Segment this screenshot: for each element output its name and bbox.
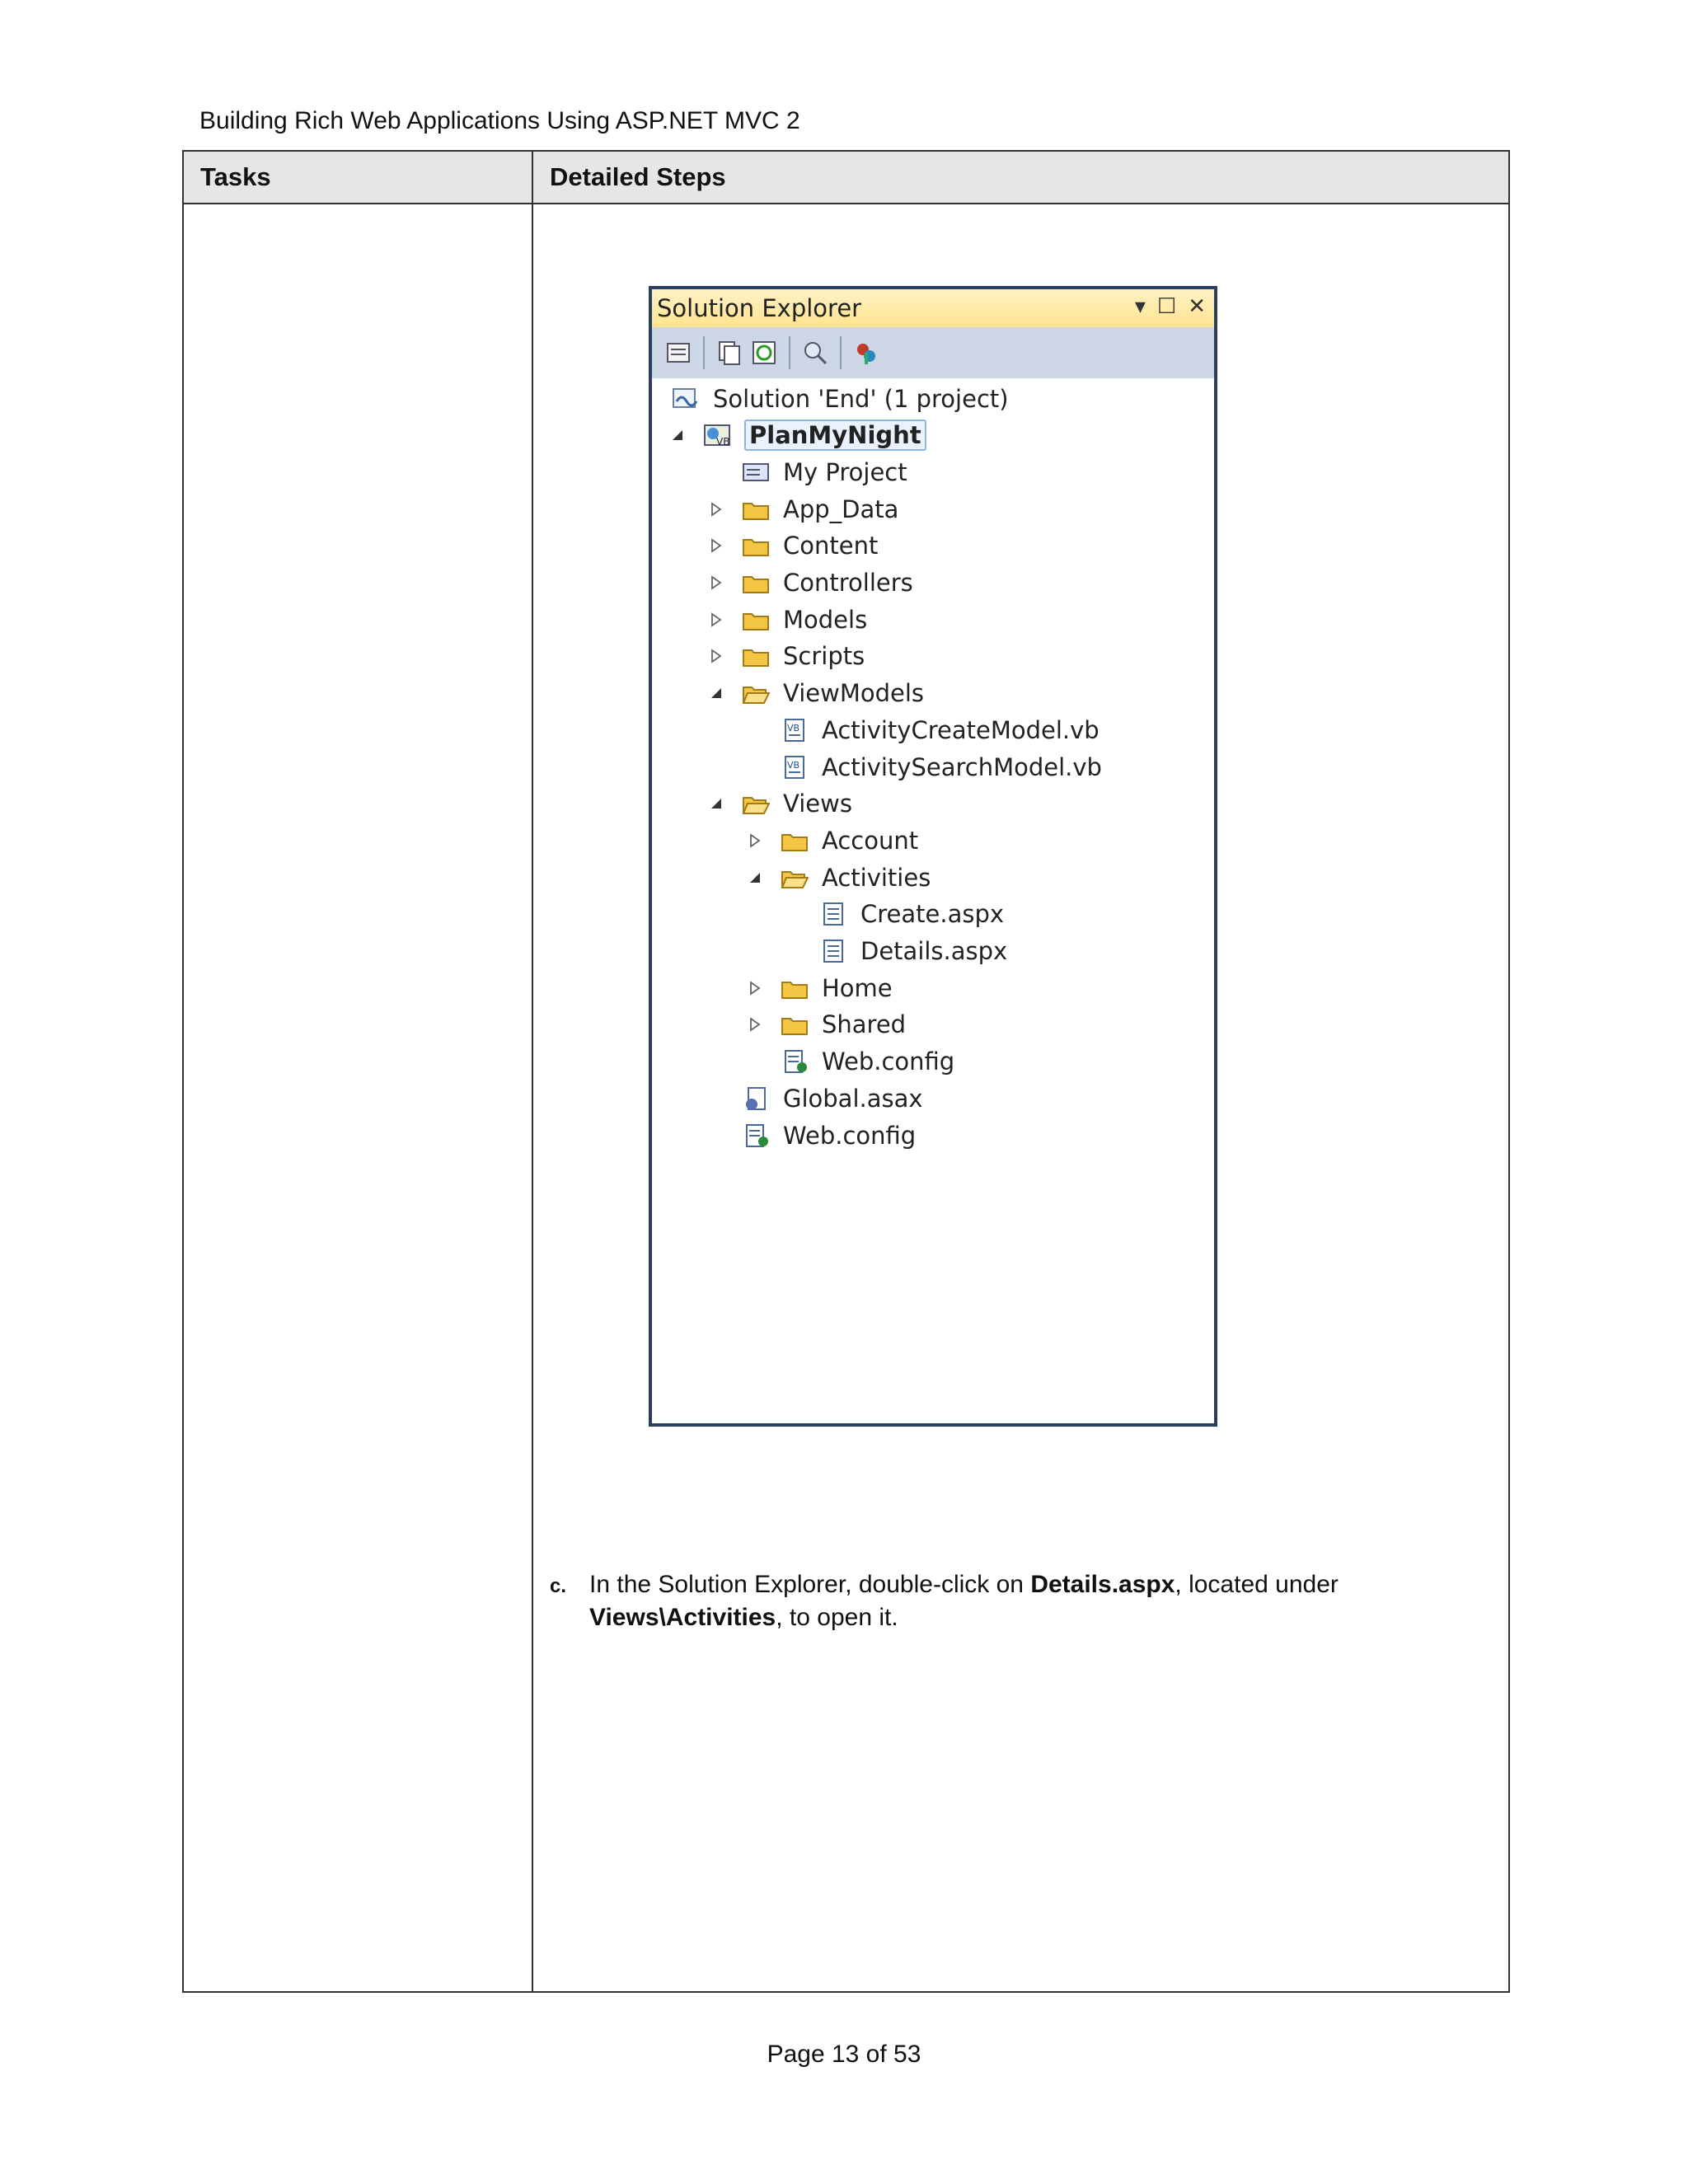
folder-icon bbox=[781, 976, 809, 1001]
vb-project-icon bbox=[703, 423, 731, 448]
tree-item[interactable] bbox=[785, 933, 1007, 970]
tree-item-label: Details.aspx bbox=[860, 937, 1008, 965]
configuration-icon[interactable] bbox=[851, 338, 881, 368]
my-project-icon bbox=[742, 460, 770, 485]
expander-spacer bbox=[785, 905, 803, 923]
tree-item-label: Controllers bbox=[783, 569, 913, 597]
tree-item-label: Home bbox=[822, 973, 893, 1002]
expander-spacer bbox=[707, 463, 725, 481]
expander-spacer bbox=[746, 721, 764, 739]
tree-item-label: ActivitySearchModel.vb bbox=[822, 752, 1102, 781]
folder-icon bbox=[781, 1012, 809, 1037]
tree-item[interactable] bbox=[707, 453, 907, 490]
tree-item[interactable] bbox=[707, 1080, 923, 1117]
step-text: , to open it. bbox=[776, 1604, 898, 1631]
steps-cell bbox=[532, 204, 1509, 1992]
tree-item[interactable] bbox=[707, 565, 913, 602]
expand-arrow-icon[interactable] bbox=[746, 979, 764, 997]
tree-item-label: Create.aspx bbox=[860, 900, 1005, 929]
tree-item-label: Solution 'End' (1 project) bbox=[713, 384, 1009, 413]
tree-item-label: Shared bbox=[822, 1010, 907, 1039]
svg-text:VB: VB bbox=[716, 436, 730, 448]
expander-spacer bbox=[785, 942, 803, 960]
expander-spacer bbox=[707, 1090, 725, 1108]
expander-spacer bbox=[746, 758, 764, 776]
vb-file-icon bbox=[781, 718, 809, 743]
svg-text:VB: VB bbox=[787, 759, 800, 771]
tree-item-label: Web.config bbox=[783, 1121, 917, 1150]
tree-item-label: PlanMyNight bbox=[744, 419, 926, 451]
tree-item[interactable] bbox=[707, 527, 878, 565]
tree-item[interactable] bbox=[707, 675, 924, 712]
expand-arrow-icon[interactable] bbox=[707, 611, 725, 629]
folder-open-icon bbox=[742, 681, 770, 705]
tree-item[interactable] bbox=[672, 380, 1009, 417]
tree-item-label: Activities bbox=[822, 863, 931, 892]
folder-icon bbox=[742, 607, 770, 632]
collapse-arrow-icon[interactable] bbox=[746, 869, 764, 887]
view-class-diagram-icon[interactable] bbox=[800, 338, 830, 368]
tree-item[interactable] bbox=[707, 638, 865, 675]
vb-file-icon bbox=[781, 755, 809, 780]
step-bold-text: Details.aspx bbox=[1030, 1571, 1175, 1598]
tree-item[interactable] bbox=[746, 822, 918, 859]
step-marker: c. bbox=[550, 1575, 567, 1597]
tree-item[interactable] bbox=[746, 969, 893, 1006]
aspx-file-icon bbox=[819, 939, 847, 963]
folder-open-icon bbox=[781, 865, 809, 890]
solution-explorer-titlebar bbox=[652, 289, 1214, 327]
step-c-text bbox=[589, 1568, 1456, 1634]
tree-item-label: My Project bbox=[783, 457, 907, 486]
tree-item[interactable] bbox=[785, 896, 1004, 933]
refresh-icon[interactable] bbox=[749, 338, 779, 368]
tree-item-label: Account bbox=[822, 826, 919, 855]
collapse-arrow-icon[interactable] bbox=[668, 426, 687, 444]
tasks-cell bbox=[183, 204, 532, 1992]
tree-item[interactable] bbox=[707, 1117, 916, 1154]
folder-icon bbox=[742, 497, 770, 522]
collapse-arrow-icon[interactable] bbox=[707, 684, 725, 702]
folder-open-icon bbox=[742, 791, 770, 816]
document-header: Building Rich Web Applications Using ASP.NET MVC 2 bbox=[199, 107, 800, 134]
tasks-column-header: Tasks bbox=[183, 151, 532, 204]
expand-arrow-icon[interactable] bbox=[746, 832, 764, 850]
config-file-icon bbox=[781, 1049, 809, 1074]
step-text: , located under bbox=[1175, 1571, 1339, 1598]
step-c bbox=[550, 1568, 1456, 1634]
tasks-table bbox=[182, 150, 1510, 1993]
asax-file-icon bbox=[742, 1086, 770, 1111]
tree-item-label: Content bbox=[783, 532, 879, 560]
page-number: Page 13 of 53 bbox=[767, 2041, 921, 2068]
expand-arrow-icon[interactable] bbox=[707, 647, 725, 665]
maximize-icon[interactable]: ☐ bbox=[1156, 294, 1177, 319]
expand-arrow-icon[interactable] bbox=[707, 500, 725, 518]
tree-item[interactable] bbox=[746, 748, 1102, 785]
tree-item-label: Global.asax bbox=[783, 1084, 923, 1113]
folder-icon bbox=[742, 570, 770, 595]
tree-item-label: Web.config bbox=[822, 1047, 955, 1076]
tree-item[interactable] bbox=[746, 1006, 906, 1043]
tree-item-label: Scripts bbox=[783, 642, 865, 671]
solution-explorer-screenshot bbox=[649, 286, 1217, 1427]
folder-icon bbox=[781, 828, 809, 853]
folder-icon bbox=[742, 533, 770, 558]
tree-item-label: ActivityCreateModel.vb bbox=[822, 715, 1100, 744]
collapse-arrow-icon[interactable] bbox=[707, 794, 725, 813]
show-all-files-icon[interactable] bbox=[715, 338, 744, 368]
expander-spacer bbox=[707, 1127, 725, 1145]
tree-item[interactable] bbox=[746, 711, 1100, 748]
svg-text:VB: VB bbox=[787, 722, 800, 733]
properties-icon[interactable] bbox=[663, 338, 693, 368]
folder-icon bbox=[742, 644, 770, 668]
expander-spacer bbox=[746, 1052, 764, 1071]
expand-arrow-icon[interactable] bbox=[707, 574, 725, 592]
expand-arrow-icon[interactable] bbox=[707, 537, 725, 555]
tree-item-label: Views bbox=[783, 790, 852, 818]
step-bold-text: Views\Activities bbox=[589, 1604, 776, 1631]
tree-item[interactable] bbox=[707, 601, 867, 638]
steps-column-header: Detailed Steps bbox=[532, 151, 1509, 204]
solution-icon bbox=[672, 387, 700, 411]
dropdown-arrow-icon[interactable]: ▾ bbox=[1134, 294, 1146, 319]
solution-explorer-title: Solution Explorer bbox=[657, 294, 862, 322]
tree-item-label: Models bbox=[783, 605, 868, 634]
expand-arrow-icon[interactable] bbox=[746, 1015, 764, 1033]
tree-item[interactable] bbox=[746, 859, 931, 896]
close-icon[interactable]: ✕ bbox=[1188, 294, 1206, 319]
tree-item[interactable] bbox=[668, 417, 926, 454]
aspx-file-icon bbox=[819, 902, 847, 926]
tree-item-label: App_Data bbox=[783, 494, 899, 523]
tree-item[interactable] bbox=[746, 1043, 954, 1080]
solution-explorer-toolbar bbox=[652, 327, 1214, 378]
tree-item[interactable] bbox=[707, 490, 898, 527]
tree-item[interactable] bbox=[707, 785, 852, 823]
step-text: In the Solution Explorer, double-click on bbox=[589, 1571, 1031, 1598]
tree-item-label: ViewModels bbox=[783, 679, 924, 708]
config-file-icon bbox=[742, 1123, 770, 1148]
